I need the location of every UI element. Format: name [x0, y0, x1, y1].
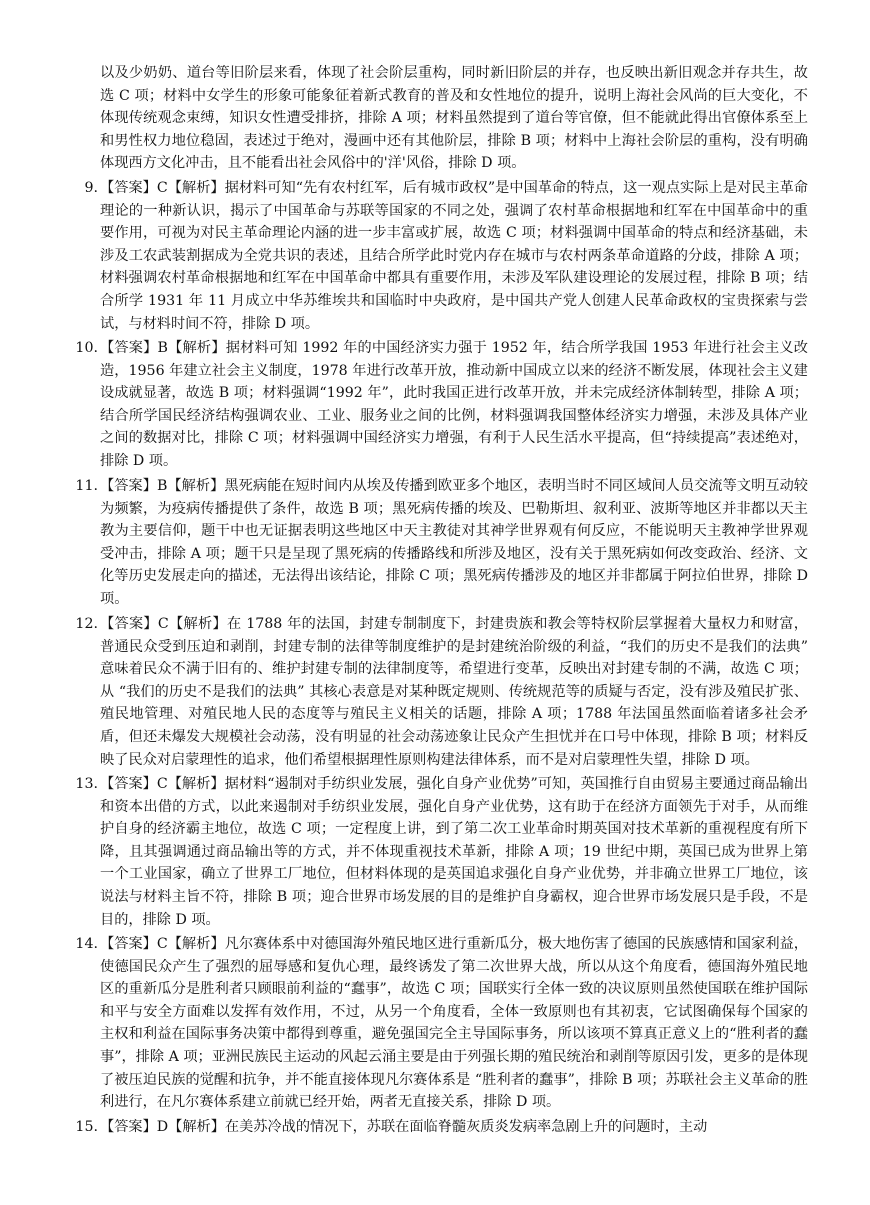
answer-item-9	[66, 177, 808, 335]
item-number: 10.	[75, 340, 98, 356]
item-number: 13.	[75, 776, 98, 792]
item-text: 【答案】C【解析】在 1788 年的法国，封建专制制度下，封建贵族和教会等特权阶层掌握着大量权力和财富，普通民众受到压迫和剥削，封建专制的法律等制度维护的是封建统治阶级的利益，“我们的历史不是我们的法典” 意味着民众不满于旧有的、维护封建专制的法律制度等，希望进行变革，反映出对封建专制的不满，故选 C 项；从 “我们的历史不是我们的法典” 其核心表意是对某种既定规则、传统规范等的质疑与否定，没有涉及殖民扩张、殖民地管理、对殖民地人民的态度等与殖民主义相关的话题，排除 A 项；1788 年法国虽然面临着诸多社会矛盾，但还未爆发大规模社会动荡，没有明显的社会动荡迹象让民众产生担忧并在口号中体现，排除 B 项；材料反映了民众对启蒙理性的追求，他们希望根据理性原则构建法律体系，而不是对启蒙理性失望，排除 D 项。	[100, 616, 808, 768]
answer-item-13	[66, 773, 808, 931]
answer-item-14	[66, 933, 808, 1114]
item-number: 9.	[84, 180, 98, 196]
item-text: 【答案】D【解析】在美苏冷战的情况下，苏联在面临脊髓灰质炎发病率急剧上升的问题时，主动	[100, 1119, 708, 1135]
item-number: 11.	[75, 478, 98, 494]
item-number: 12.	[75, 616, 98, 632]
item-text: 【答案】C【解析】凡尔赛体系中对德国海外殖民地区进行重新瓜分，极大地伤害了德国的民族感情和国家利益，使德国民众产生了强烈的屈辱感和复仇心理，最终诱发了第二次世界大战，所以从这个角度看，德国海外殖民地区的重新瓜分是胜利者只顾眼前利益的“蠢事”，故选 C 项；国联实行全体一致的决议原则虽然使国联在维护国际和平与安全方面难以发挥有效作用，不过，从另一个角度看，全体一致原则也有其初衷，它试图确保每个国家的主权和利益在国际事务决策中都得到尊重，避免强国完全主导国际事务，所以该项不算真正意义上的“胜利者的蠢事”，排除 A 项；亚洲民族民主运动的风起云涌主要是由于列强长期的殖民统治和剥削等原因引发，更多的是体现了被压迫民族的觉醒和抗争，并不能直接体现凡尔赛体系是 “胜利者的蠢事”，排除 B 项；苏联社会主义革命的胜利进行，在凡尔赛体系建立前就已经开始，两者无直接关系，排除 D 项。	[100, 936, 808, 1111]
item-text: 【答案】C【解析】据材料可知“先有农村红军，后有城市政权”是中国革命的特点，这一观点实际上是对民主革命理论的一种新认识，揭示了中国革命与苏联等国家的不同之处，强调了农村革命根据地和红军在中国革命中的重要作用，可视为对民主革命理论内涵的进一步丰富或扩展，故选 C 项；材料强调中国革命的特点和经济基础，未涉及工农武装割据成为全党共识的表述，且结合所学此时党内存在城市与农村两条革命道路的分歧，排除 A 项；材料强调农村革命根据地和红军在中国革命中都具有重要作用，未涉及军队建设理论的发展过程，排除 B 项；结合所学 1931 年 11 月成立中华苏维埃共和国临时中央政府，是中国共产党人创建人民革命政权的宝贵探索与尝试，与材料时间不符，排除 D 项。	[100, 180, 808, 332]
item-text: 【答案】B【解析】黑死病能在短时间内从埃及传播到欧亚多个地区，表明当时不同区域间人员交流等文明互动较为频繁，为疫病传播提供了条件，故选 B 项；黑死病传播的埃及、巴勒斯坦、叙利亚、波斯等地区并非都以天主教为主要信仰，题干中也无证据表明这些地区中天主教徒对其神学世界观有何反应，不能说明天主教神学世界观受冲击，排除 A 项；题干只是呈现了黑死病的传播路线和所涉及地区，没有关于黑死病如何改变政治、经济、文化等历史发展走向的描述，无法得出该结论，排除 C 项；黑死病传播涉及的地区并非都属于阿拉伯世界，排除 D 项。	[100, 478, 808, 607]
item-text: 【答案】C【解析】据材料“遏制对手纺织业发展，强化自身产业优势”可知，英国推行自由贸易主要通过商品输出和资本出借的方式，以此来遏制对手纺织业发展，强化自身产业优势，这有助于在经济方面领先于对手，从而维护自身的经济霸主地位，故选 C 项；一定程度上讲，到了第二次工业革命时期英国对技术革新的重视程度有所下降，且其强调通过商品输出等的方式，并不体现重视技术革新，排除 A 项；19 世纪中期，英国已成为世界上第一个工业国家，确立了世界工厂地位，但材料体现的是英国追求强化自身产业优势，并非确立世界工厂地位，该说法与材料主旨不符，排除 B 项；迎合世界市场发展的目的是维护自身霸权，迎合世界市场发展只是手段，不是目的，排除 D 项。	[100, 776, 808, 928]
answer-item-11	[66, 475, 808, 611]
continued-paragraph: 以及少奶奶、道台等旧阶层来看，体现了社会阶层重构，同时新旧阶层的并存，也反映出新旧观念并存共生，故选 C 项；材料中女学生的形象可能象征着新式教育的普及和女性地位的提升，说明上海社会风尚的巨大变化，不体现传统观念束缚，知识女性遭受排挤，排除 A 项；材料虽然提到了道台等官僚，但不能就此得出官僚体系至上和男性权力地位稳固，表述过于绝对，漫画中还有其他阶层，排除 B 项；材料中上海社会阶层的重构，没有明确体现西方文化冲击，且不能看出社会风俗中的'洋'风俗，排除 D 项。	[100, 65, 808, 172]
answer-item-15	[66, 1116, 808, 1139]
item-number: 14.	[75, 936, 98, 952]
answer-item-12	[66, 613, 808, 771]
answer-item-10	[66, 337, 808, 473]
item-text: 【答案】B【解析】据材料可知 1992 年的中国经济实力强于 1952 年，结合所学我国 1953 年进行社会主义改造，1956 年建立社会主义制度，1978 年进行改革开放，推动新中国成立以来的经济不断发展，体现社会主义建设成就显著，故选 B 项；材料强调“1992 年”，此时我国正进行改革开放，并未完成经济体制转型，排除 A 项；结合所学国民经济结构强调农业、工业、服务业之间的比例，材料强调我国整体经济实力增强，未涉及具体产业之间的数据对比，排除 C 项；材料强调中国经济实力增强，有利于人民生活水平提高，但“持续提高”表述绝对，排除 D 项。	[100, 340, 808, 469]
item-number: 15.	[75, 1119, 98, 1135]
